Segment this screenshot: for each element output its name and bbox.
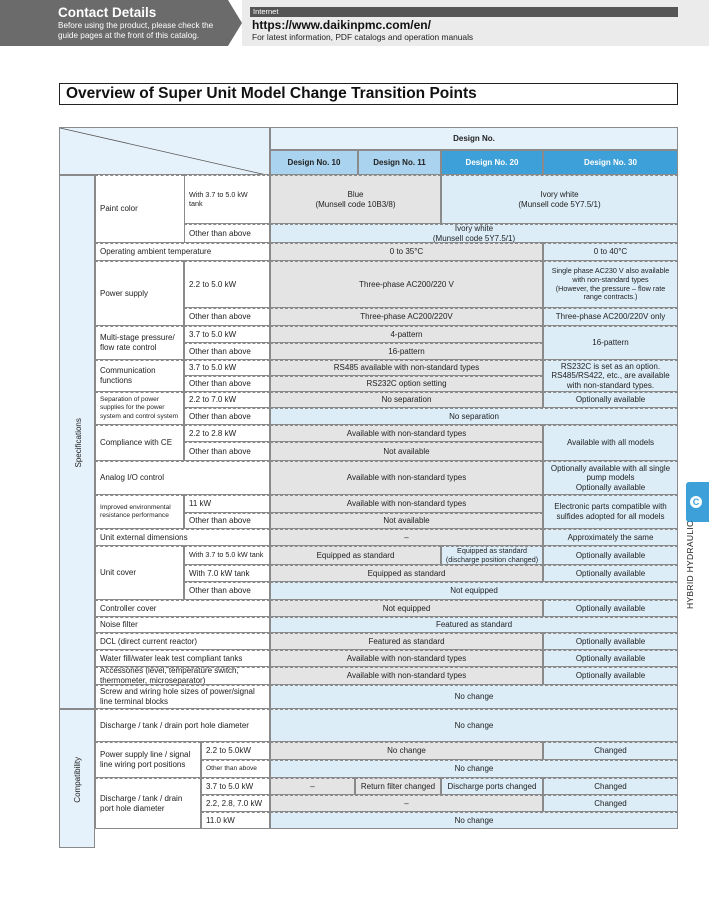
table-cell: Separation of power supplies for the power system and control system [95,392,184,425]
table-cell: Approximately the same [543,529,678,546]
table-cell: 4-pattern [270,326,543,343]
table-cell: DCL (direct current reactor) [95,633,270,650]
table-cell: RS232C is set as an option. RS485/RS422, etc., are available with non-standard types. [543,360,678,392]
table-cell: Other than above [184,582,270,600]
table-cell: Discharge / tank / drain port hole diameter [95,778,201,829]
table-cell: Other than above [184,442,270,461]
table-cell: 3.7 to 5.0 kW [201,778,270,795]
table-cell: Optionally available [543,633,678,650]
table-cell: Available with non-standard types [270,495,543,513]
design-30-header: Design No. 30 [543,150,678,175]
header-arrow [228,0,242,46]
table-cell: 2.2 to 5.0kW [201,742,270,760]
table-cell: Operating ambient temperature [95,243,270,261]
table-cell: Other than above [184,376,270,392]
table-cell: Changed [543,795,678,812]
table-cell: Communication functions [95,360,184,392]
table-cell: Unit cover [95,546,184,600]
table-cell: Return filter changed [355,778,441,795]
table-corner [59,127,270,175]
table-cell: Optionally available [543,650,678,667]
table-cell: With 3.7 to 5.0 kW tank [184,175,270,224]
specifications-group [59,175,95,709]
table-cell: Single phase AC230 V also available with non-standard types (However, the pressure – flow rate range contracts.) [543,261,678,308]
table-cell: – [270,795,543,812]
table-cell: Screw and wiring hole sizes of power/signal line terminal blocks [95,685,270,709]
design-20-header: Design No. 20 [441,150,543,175]
page-title: Overview of Super Unit Model Change Transition Points [59,83,678,105]
table-cell: 16-pattern [543,326,678,360]
table-cell: – [270,529,543,546]
table-cell: 11.0 kW [201,812,270,829]
design-11-header: Design No. 11 [358,150,441,175]
table-cell: Featured as standard [270,617,678,633]
table-cell: No change [270,742,543,760]
table-cell: Other than above [184,308,270,326]
table-cell: Other than above [184,343,270,360]
table-cell: Not equipped [270,600,543,617]
contact-details-header [0,0,228,46]
table-cell: No change [270,760,678,778]
table-cell: Other than above [184,408,270,425]
table-cell: With 7.0 kW tank [184,565,270,582]
table-cell: Not available [270,442,543,461]
table-cell: Water fill/water leak test compliant tanks [95,650,270,667]
website-note: For latest information, PDF catalogs and operation manuals [252,32,474,42]
table-cell: Available with non-standard types [270,650,543,667]
table-cell: Discharge ports changed [441,778,543,795]
specifications-label: Specifications [73,418,83,468]
table-cell: 2.2 to 7.0 kW [184,392,270,408]
table-cell: Three-phase AC200/220V [270,308,543,326]
table-cell: Three-phase AC200/220V only [543,308,678,326]
table-cell: Controller cover [95,600,270,617]
table-cell: Available with all models [543,425,678,461]
table-cell: Optionally available with all single pump models Optionally available [543,461,678,495]
table-cell: Optionally available [543,667,678,685]
compatibility-group [59,709,95,848]
table-cell: Compliance with CE [95,425,184,461]
table-cell: Three-phase AC200/220 V [270,261,543,308]
table-cell: Improved environmental resistance performance [95,495,184,529]
table-cell: Changed [543,742,678,760]
table-cell: Noise filter [95,617,270,633]
compatibility-label: Compatibility [73,756,83,803]
table-cell: Changed [543,778,678,795]
table-cell: No separation [270,408,678,425]
table-cell: 3.7 to 5.0 kW [184,326,270,343]
section-letter-icon: C [690,496,702,508]
table-cell: Equipped as standard [270,546,441,565]
table-cell: With 3.7 to 5.0 kW tank [184,546,270,565]
table-cell: Power supply [95,261,184,326]
table-cell: Optionally available [543,600,678,617]
table-cell: RS485 available with non-standard types [270,360,543,376]
table-cell: Paint color [95,175,270,243]
table-cell: Equipped as standard [270,565,543,582]
table-cell: Blue (Munsell code 10B3/8) [270,175,441,224]
table-cell: 2.2 to 2.8 kW [184,425,270,442]
table-cell: Other than above [184,224,270,243]
table-cell: Optionally available [543,546,678,565]
table-cell: Not equipped [270,582,678,600]
table-cell: No separation [270,392,543,408]
table-cell: No change [270,812,678,829]
table-cell: 0 to 40°C [543,243,678,261]
table-cell: Optionally available [543,392,678,408]
table-cell: 16-pattern [270,343,543,360]
table-cell: Multi-stage pressure/ flow rate control [95,326,184,360]
table-cell: Available with non-standard types [270,425,543,442]
table-cell: Available with non-standard types [270,461,543,495]
table-cell: Analog I/O control [95,461,270,495]
table-cell: Ivory white (Munsell code 5Y7.5/1) [441,175,678,224]
table-cell: No change [270,685,678,709]
contact-title: Contact Details [58,5,157,20]
table-cell: 11 kW [184,495,270,513]
table-cell: 2.2, 2.8, 7.0 kW [201,795,270,812]
table-cell: Equipped as standard (discharge position changed) [441,546,543,565]
table-cell: – [270,778,355,795]
table-cell: Discharge / tank / drain port hole diameter [95,709,270,742]
internet-label: Internet [250,7,678,17]
design-no-header: Design No. [270,127,678,150]
table-cell: Electronic parts compatible with sulfides adopted for all models [543,495,678,529]
table-cell: Available with non-standard types [270,667,543,685]
table-cell: No change [270,709,678,742]
website-link[interactable]: https://www.daikinpmc.com/en/ [252,18,431,32]
table-cell: Optionally available [543,565,678,582]
table-cell: 0 to 35°C [270,243,543,261]
table-cell: Featured as standard [270,633,543,650]
table-cell: Ivory white (Munsell code 5Y7.5/1) [270,224,678,243]
table-cell: Unit external dimensions [95,529,270,546]
table-cell: Other than above [184,513,270,529]
table-cell: Power supply line / signal line wiring port positions [95,742,201,778]
diagonal-line [60,128,270,175]
table-cell: RS232C option setting [270,376,543,392]
section-label: HYBRID HYDRAULIC [685,520,695,609]
design-10-header: Design No. 10 [270,150,358,175]
table-cell: 3.7 to 5.0 kW [184,360,270,376]
table-cell: Accessories (level, temperature switch, thermometer, microseparator) [95,667,270,685]
table-cell: 2.2 to 5.0 kW [184,261,270,308]
table-cell: Other than above [201,760,270,778]
contact-subtitle: Before using the product, please check the guide pages at the front of this catalog. [58,21,214,40]
table-cell: Not available [270,513,543,529]
